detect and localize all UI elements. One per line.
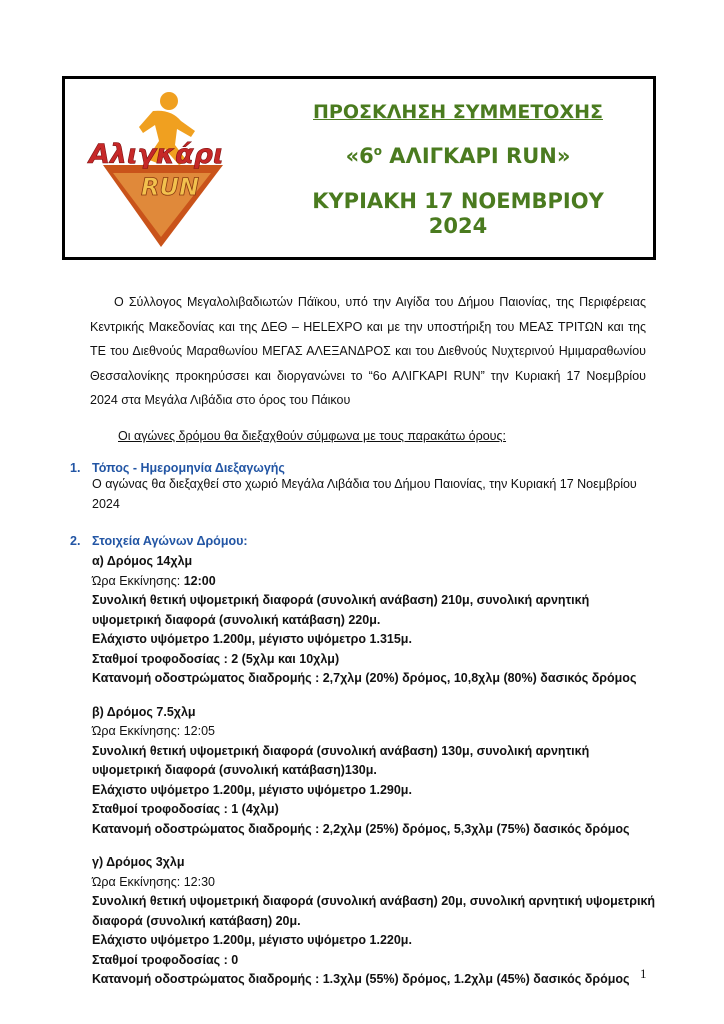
header-titles [283, 101, 633, 239]
intro-paragraph: Ο Σύλλογος Μεγαλολιβαδιωτών Πάϊκου, υπό την Αιγίδα του Δήμου Παιονίας, της Περιφέρειας Κεντρικής Μακεδονίας και της ΔΕΘ – HELEXPO και με την υποστήριξη του ΜΕΑΣ ΤΡΙΤΩΝ και της ΤΕ του Διεθνούς Μαραθωνίου ΜΕΓΑΣ ΑΛΕΞΑΝΔΡΟΣ και του Διεθνούς Νυχτερινού Ημιμαραθωνίου Θεσσαλονίκης προκηρύσσει και διοργανώνει το “6ο ΑΛΙΓΚΑΡΙ RUN” την Κυριακή 17 Νοεμβρίου 2024 στα Μεγάλα Λιβάδια στο όρος του Πάικου [90, 295, 646, 407]
event-name: «$6^o$ ΑΛΙΓΚΑΡΙ RUN» [345, 143, 571, 168]
race-elevation: Συνολική θετική υψομετρική διαφορά (συνολική ανάβαση) 20μ, συνολική αρνητική υψομετρική διαφορά (συνολική κατάβαση) 20μ. [92, 894, 656, 928]
race-stations: Σταθμοί τροφοδοσίας : 1 (4χλμ) [92, 802, 279, 816]
race-elevation: Συνολική θετική υψομετρική διαφορά (συνολική ανάβαση) 130μ, συνολική αρνητική υψομετρική διαφορά (συνολική κατάβαση)130μ. [92, 743, 590, 777]
race-name: α) Δρόμος 14χλμ [92, 554, 193, 568]
race-3km [92, 853, 660, 990]
section-races [70, 534, 660, 990]
race-altitude: Ελάχιστο υψόμετρο 1.200μ, μέγιστο υψόμετρο 1.290μ. [92, 782, 412, 797]
race-start: Ώρα Εκκίνησης: 12:30 [92, 874, 215, 889]
section-heading: 1. Τόπος - Ημερομηνία Διεξαγωγής [70, 461, 285, 475]
invitation-title: ΠΡΟΣΚΛΗΣΗ ΣΥΜΜΕΤΟΧΗΣ [313, 101, 603, 123]
race-altitude: Ελάχιστο υψόμετρο 1.200μ, μέγιστο υψόμετρο 1.315μ. [92, 632, 412, 646]
race-start: Ώρα Εκκίνησης: 12:05 [92, 724, 215, 738]
race-stations: Σταθμοί τροφοδοσίας : 0 [92, 952, 239, 967]
race-stations: Σταθμοί τροφοδοσίας : 2 (5χλμ και 10χλμ) [92, 651, 340, 666]
logo-text-top: Αλιγκάρι [89, 139, 224, 170]
terms-line: Οι αγώνες δρόμου θα διεξαχθούν σύμφωνα με τους παρακάτω όρους: [118, 429, 507, 443]
section-text: Ο αγώνας θα διεξαχθεί στο χωριό Μεγάλα Λιβάδια του Δήμου Παιονίας, την Κυριακή 17 Νοεμβρίου 2024 [92, 477, 637, 511]
logo-text-bottom: RUN [141, 173, 200, 201]
race-elevation: Συνολική θετική υψομετρική διαφορά (συνολική ανάβαση) 210μ, συνολική αρνητική υψομετρική διαφορά (συνολική κατάβαση) 220μ. [92, 593, 590, 627]
header-box [62, 76, 656, 260]
section-venue [70, 461, 660, 514]
race-surface: Κατανομή οδοστρώματος διαδρομής : 1.3χλμ (55%) δρόμος, 1.2χλμ (45%) δασικός δρόμος [92, 972, 630, 986]
event-date: ΚΥΡΙΑΚΗ 17 ΝΟΕΜΒΡΙΟΥ 2024 [312, 188, 604, 239]
race-altitude: Ελάχιστο υψόμετρο 1.200μ, μέγιστο υψόμετρο 1.220μ. [92, 933, 412, 947]
race-7-5km [92, 703, 660, 840]
race-surface: Κατανομή οδοστρώματος διαδρομής : 2,2χλμ (25%) δρόμος, 5,3χλμ (75%) δασικός δρόμος [92, 821, 630, 836]
page-number: 1 [640, 966, 647, 981]
race-start: Ώρα Εκκίνησης: 12:00 [92, 573, 216, 588]
race-14km [92, 552, 660, 689]
section-heading: 2. Στοιχεία Αγώνων Δρόμου: [70, 534, 248, 548]
aligkari-run-logo [83, 87, 233, 249]
race-surface: Κατανομή οδοστρώματος διαδρομής : 2,7χλμ (20%) δρόμος, 10,8χλμ (80%) δασικός δρόμος [92, 671, 637, 685]
race-name: γ) Δρόμος 3χλμ [92, 855, 185, 869]
race-name: β) Δρόμος 7.5χλμ [92, 704, 196, 719]
